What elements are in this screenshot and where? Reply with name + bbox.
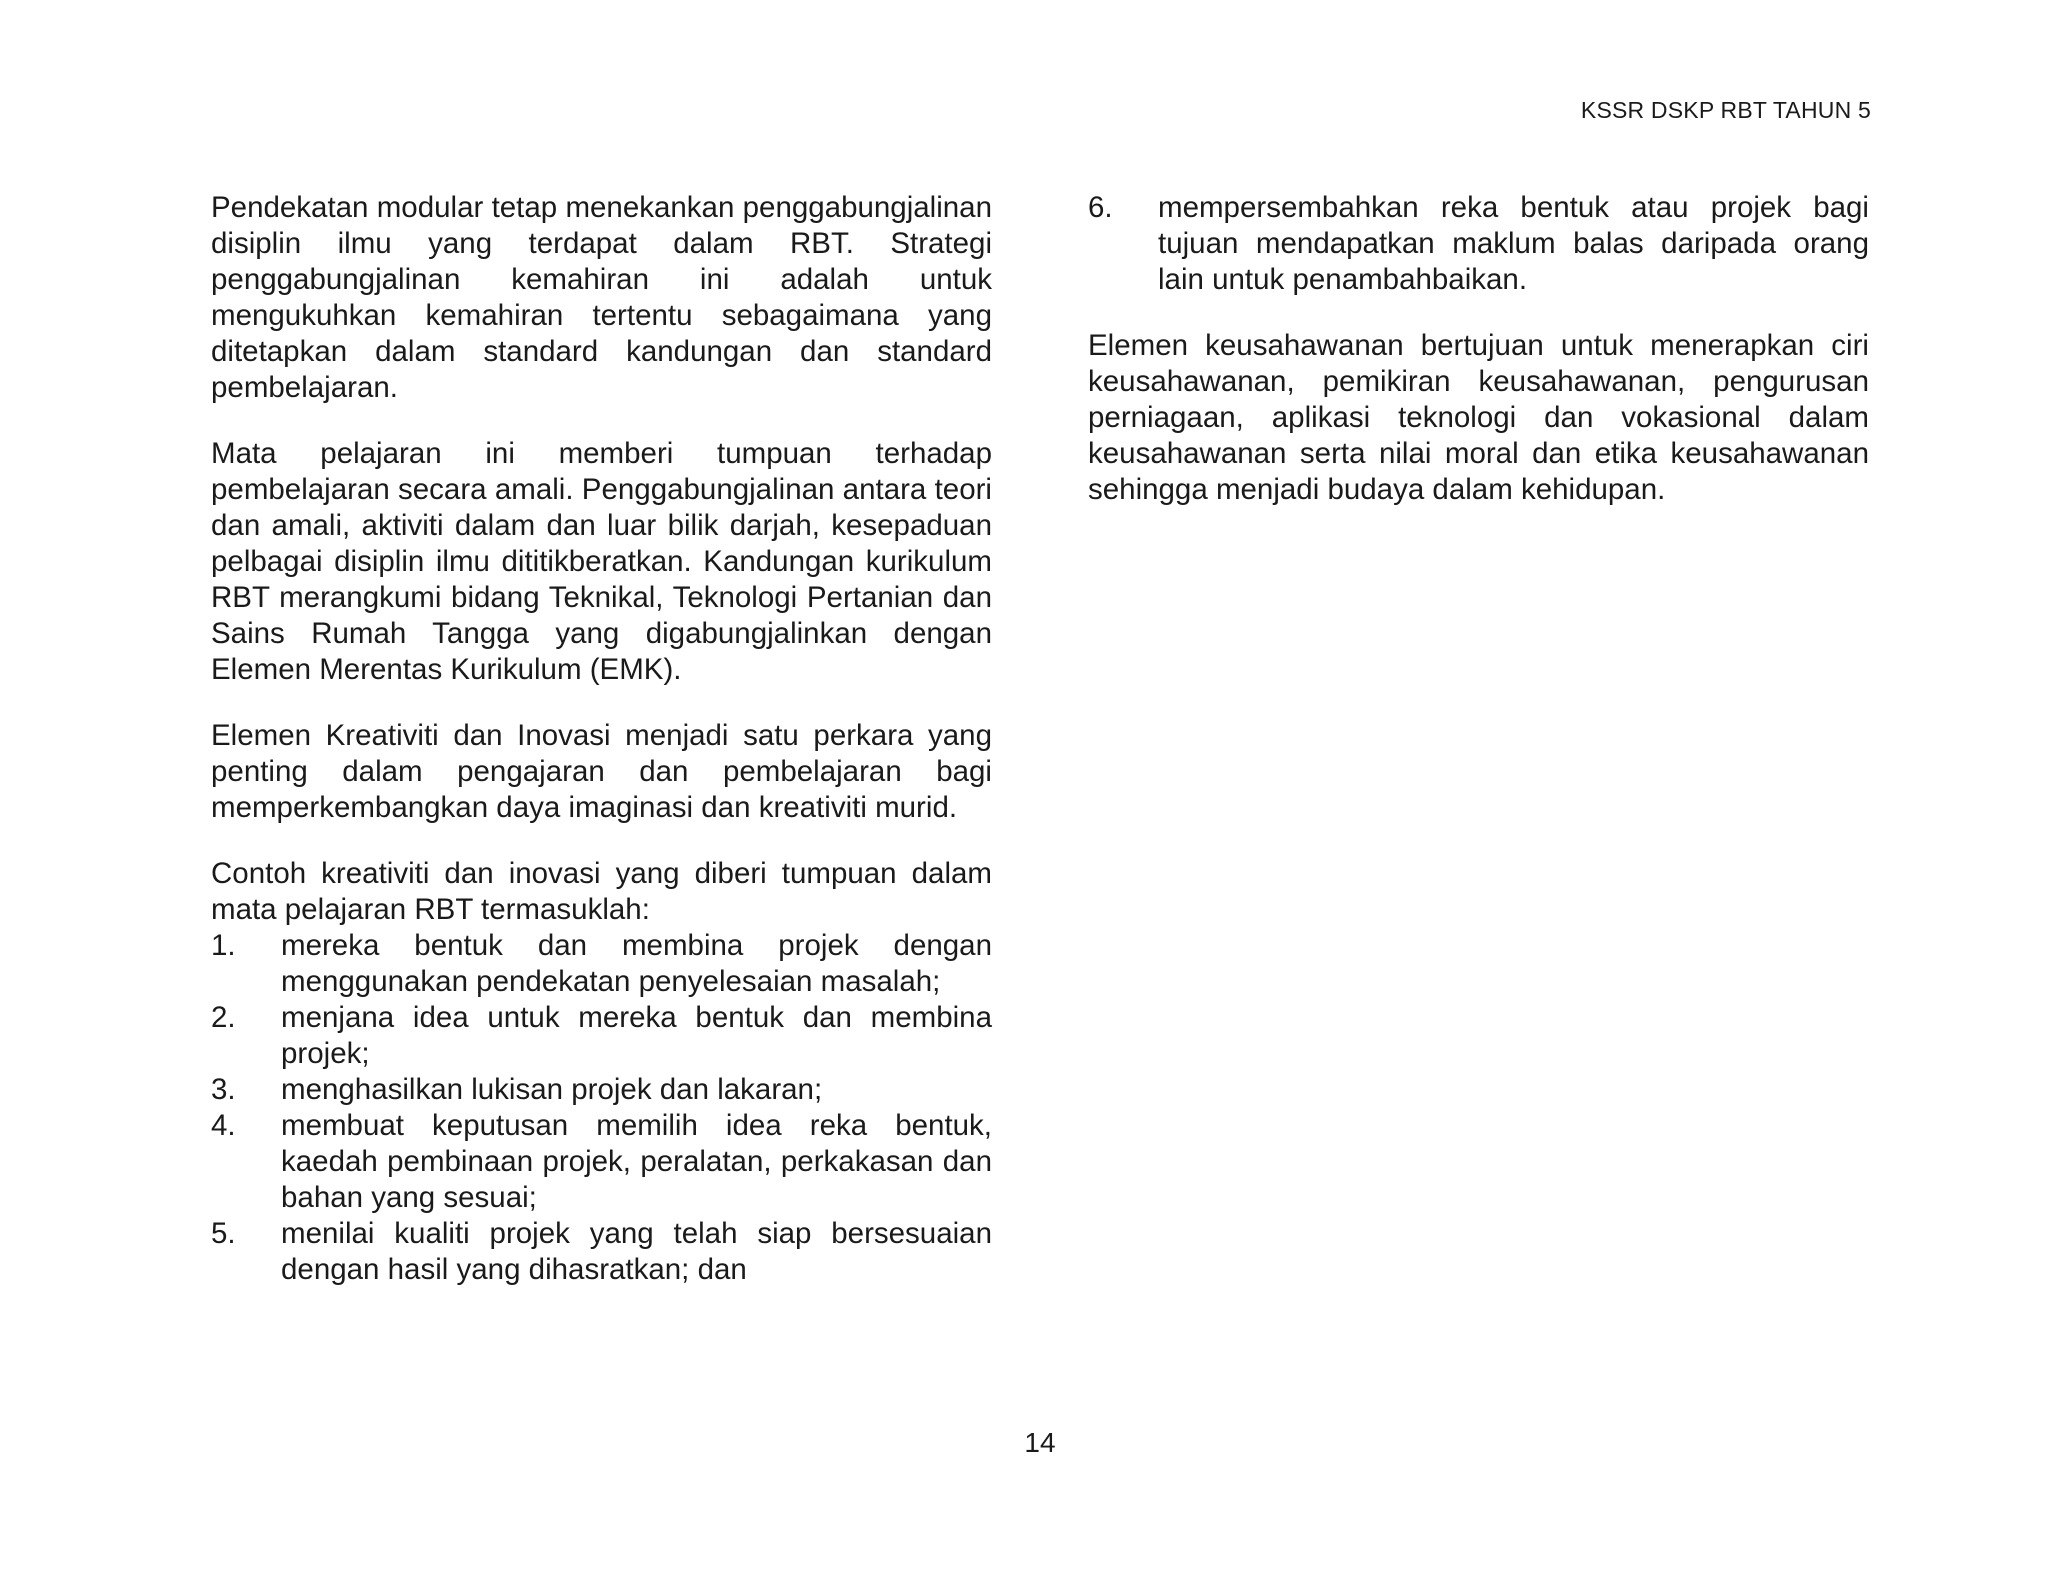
list-item-text: menghasilkan lukisan projek dan lakaran; [281,1073,823,1106]
list-item [1088,190,1869,298]
list-item-text: membuat keputusan memilih idea reka bentuk, kaedah pembinaan projek, peralatan, perkakasan dan bahan yang sesuai; [281,1109,992,1214]
list-item-number: 3. [211,1073,236,1106]
paragraph-examples-intro: Contoh kreativiti dan inovasi yang diberi tumpuan dalam mata pelajaran RBT termasuklah: [211,857,992,926]
list-item [211,1108,992,1216]
list-item-text: mempersembahkan reka bentuk atau projek bagi tujuan mendapatkan maklum balas daripada orang lain untuk penambahbaikan. [1158,191,1869,296]
paragraph-modular-approach: Pendekatan modular tetap menekankan penggabungjalinan disiplin ilmu yang terdapat dalam RBT. Strategi penggabungjalinan kemahiran ini adalah untuk mengukuhkan kemahiran tertentu sebagaimana yang ditetapkan dalam standard kandungan dan standard pembelajaran. [211,191,992,404]
list-item-number: 4. [211,1109,236,1142]
list-item-number: 5. [211,1217,236,1250]
paragraph-creativity-innovation: Elemen Kreativiti dan Inovasi menjadi satu perkara yang penting dalam pengajaran dan pembelajaran bagi memperkembangkan daya imaginasi dan kreativiti murid. [211,719,992,824]
list-item-text: mereka bentuk dan membina projek dengan menggunakan pendekatan penyelesaian masalah; [281,929,992,998]
list-item-text: menjana idea untuk mereka bentuk dan membina projek; [281,1001,992,1070]
right-column [1088,190,1869,538]
list-item [211,1216,992,1288]
running-header: KSSR DSKP RBT TAHUN 5 [1580,97,1871,123]
list-item-number: 1. [211,929,236,962]
paragraph-entrepreneurship: Elemen keusahawanan bertujuan untuk menerapkan ciri keusahawanan, pemikiran keusahawanan, pengurusan perniagaan, aplikasi teknologi dan vokasional dalam keusahawanan serta nilai moral dan etika keusahawanan sehingga menjadi budaya dalam kehidupan. [1088,329,1869,506]
examples-list [211,928,992,1288]
list-item [211,1072,992,1108]
page-number: 14 [1024,1427,1056,1458]
list-item [211,1000,992,1072]
list-item-number: 6. [1088,191,1113,224]
list-item-text: menilai kualiti projek yang telah siap bersesuaian dengan hasil yang dihasratkan; dan [281,1217,992,1286]
examples-list-continued [1088,190,1869,298]
list-item [211,928,992,1000]
list-item-number: 2. [211,1001,236,1034]
left-column [211,190,992,1318]
paragraph-practical-focus: Mata pelajaran ini memberi tumpuan terhadap pembelajaran secara amali. Penggabungjalinan antara teori dan amali, aktiviti dalam dan luar bilik darjah, kesepaduan pelbagai disiplin ilmu dititikberatkan. Kandungan kurikulum RBT merangkumi bidang Teknikal, Teknologi Pertanian dan Sains Rumah Tangga yang digabungjalinkan dengan Elemen Merentas Kurikulum (EMK). [211,437,992,686]
